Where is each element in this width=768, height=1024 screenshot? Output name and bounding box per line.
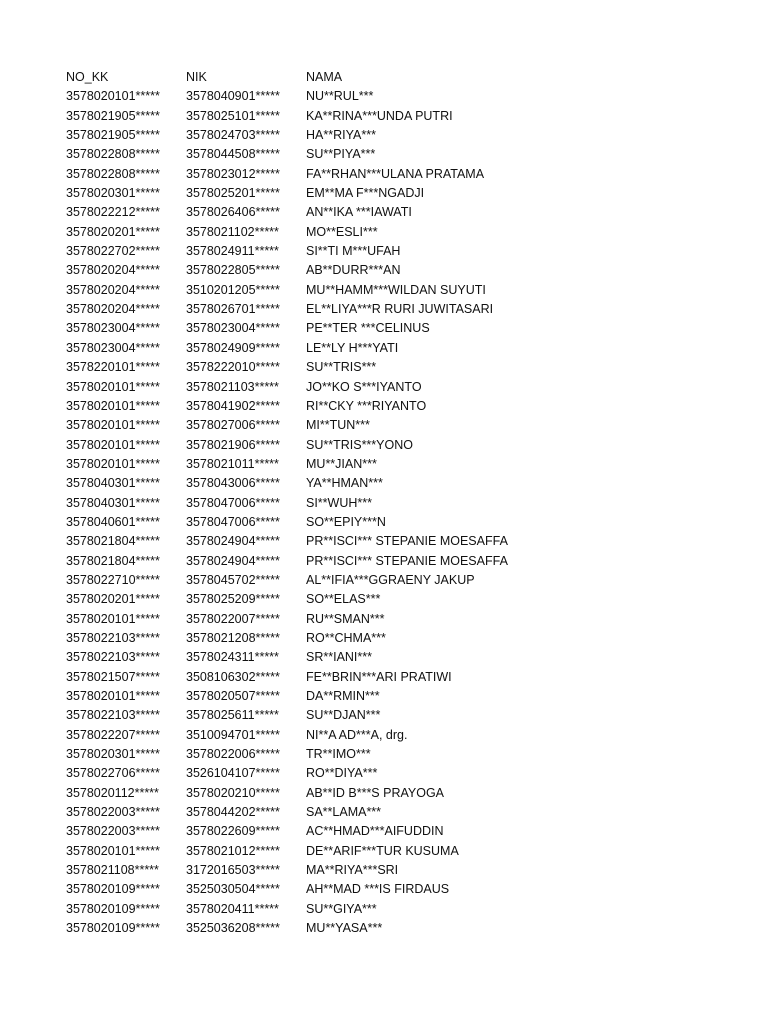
nik-cell: 3172016503***** — [186, 863, 280, 878]
no-kk-cell: 3578040301***** — [66, 476, 160, 491]
no-kk-cell: 3578022207***** — [66, 727, 160, 742]
nik-cell: 3578027006***** — [186, 418, 280, 433]
nama-cell: PR**ISCI*** STEPANIE MOESAFFA — [306, 553, 508, 568]
table-row — [0, 552, 768, 571]
nik-cell: 3578024911***** — [186, 244, 279, 259]
nama-cell: AB**ID B***S PRAYOGA — [306, 785, 445, 800]
nama-cell: FE**BRIN***ARI PRATIWI — [306, 669, 452, 684]
table-row — [0, 319, 768, 338]
table-row — [0, 668, 768, 687]
nama-cell: SU**DJAN*** — [306, 708, 381, 723]
table-row — [0, 513, 768, 532]
nama-cell: PR**ISCI*** STEPANIE MOESAFFA — [306, 534, 508, 549]
nama-cell: AN**IKA ***IAWATI — [306, 205, 412, 220]
nik-cell: 3578021208***** — [186, 630, 280, 645]
nik-cell: 3578041902***** — [186, 398, 280, 413]
no-kk-cell: 3578020201***** — [66, 224, 160, 239]
table-row — [0, 416, 768, 435]
nama-cell: MI**TUN*** — [306, 418, 370, 433]
nik-cell: 3578043006***** — [186, 476, 280, 491]
nik-cell: 3578020507***** — [186, 689, 280, 703]
table-row — [0, 861, 768, 880]
table-row — [0, 880, 768, 899]
table-row — [0, 261, 768, 280]
table-row — [0, 648, 768, 667]
no-kk-cell: 3578021804***** — [66, 534, 160, 549]
no-kk-cell: 3578020201***** — [66, 592, 160, 607]
nik-cell: 3578021906***** — [186, 437, 280, 452]
nama-cell: DE**ARIF***TUR KUSUMA — [306, 843, 459, 858]
no-kk-cell: 3578022003***** — [66, 824, 160, 839]
nama-cell: SU**PIYA*** — [306, 147, 376, 162]
nama-cell: SA**LAMA*** — [306, 805, 382, 820]
no-kk-cell: 3578020112***** — [66, 785, 159, 800]
table-row — [0, 165, 768, 184]
no-kk-cell: 3578020101***** — [66, 689, 160, 703]
nik-cell: 3526104107***** — [186, 766, 280, 781]
table-row — [0, 184, 768, 203]
nik-cell: 3578025209***** — [186, 592, 280, 607]
nik-cell: 3525030504***** — [186, 882, 280, 897]
nama-cell: SO**ELAS*** — [306, 592, 381, 607]
nik-cell: 3578044508***** — [186, 147, 280, 162]
table-row — [0, 378, 768, 397]
table-row — [0, 822, 768, 841]
nik-cell: 3578024909***** — [186, 340, 280, 355]
nik-cell: 3578040901***** — [186, 89, 280, 104]
no-kk-cell: 3578020109***** — [66, 901, 160, 916]
nama-cell: RO**DIYA*** — [306, 766, 378, 781]
nama-cell: PE**TER ***CELINUS — [306, 321, 430, 336]
nik-cell: 3578020411***** — [186, 901, 279, 916]
table-row — [0, 474, 768, 493]
nama-cell: KA**RINA***UNDA PUTRI — [306, 108, 453, 123]
table-row — [0, 745, 768, 764]
table-row — [0, 145, 768, 164]
nama-cell: AH**MAD ***IS FIRDAUS — [306, 882, 450, 897]
table-row — [0, 706, 768, 725]
column-header-no-kk: NO_KK — [66, 70, 109, 84]
nik-cell: 3578022007***** — [186, 611, 280, 626]
no-kk-cell: 3578020101***** — [66, 437, 160, 452]
table-row — [0, 397, 768, 416]
no-kk-cell: 3578020101***** — [66, 611, 160, 626]
table-row — [0, 842, 768, 861]
nik-cell: 3578024904***** — [186, 553, 280, 568]
table-row — [0, 900, 768, 919]
no-kk-cell: 3578022808***** — [66, 147, 160, 162]
no-kk-cell: 3578020204***** — [66, 282, 160, 297]
no-kk-cell: 3578022103***** — [66, 650, 160, 665]
nama-cell: HA**RIYA*** — [306, 128, 376, 143]
nama-cell: MU**HAMM***WILDAN SUYUTI — [306, 282, 486, 297]
nama-cell: FA**RHAN***ULANA PRATAMA — [306, 166, 485, 181]
nik-cell: 3578023004***** — [186, 321, 280, 336]
nik-cell: 3578022006***** — [186, 747, 280, 762]
nik-cell: 3578024311***** — [186, 650, 279, 665]
nik-cell: 3578024703***** — [186, 128, 280, 143]
nik-cell: 3510201205***** — [186, 282, 280, 297]
table-row — [0, 242, 768, 261]
nik-cell: 3578047006***** — [186, 495, 280, 510]
data-table — [0, 68, 768, 938]
no-kk-cell: 3578020204***** — [66, 302, 160, 317]
no-kk-cell: 3578023004***** — [66, 321, 160, 336]
no-kk-cell: 3578022710***** — [66, 572, 160, 587]
no-kk-cell: 3578020101***** — [66, 398, 160, 413]
nama-cell: TR**IMO*** — [306, 747, 371, 762]
nik-cell: 3578222010***** — [186, 360, 280, 375]
table-row — [0, 126, 768, 145]
no-kk-cell: 3578022103***** — [66, 708, 160, 723]
no-kk-cell: 3578020101***** — [66, 89, 160, 104]
no-kk-cell: 3578040301***** — [66, 495, 160, 510]
table-row — [0, 494, 768, 513]
nama-cell: RI**CKY ***RIYANTO — [306, 398, 427, 413]
nama-cell: DA**RMIN*** — [306, 689, 380, 703]
nik-cell: 3578044202***** — [186, 805, 280, 820]
nama-cell: EM**MA F***NGADJI — [306, 186, 425, 201]
table-row — [0, 687, 768, 706]
no-kk-cell: 3578022003***** — [66, 805, 160, 820]
no-kk-cell: 3578022706***** — [66, 766, 160, 781]
table-row — [0, 726, 768, 745]
no-kk-cell: 3578022808***** — [66, 166, 160, 181]
table-row — [0, 358, 768, 377]
nik-cell: 3578023012***** — [186, 166, 280, 181]
nama-cell: SU**GIYA*** — [306, 901, 377, 916]
table-row — [0, 455, 768, 474]
nik-cell: 3578045702***** — [186, 572, 280, 587]
no-kk-cell: 3578020109***** — [66, 882, 160, 897]
nama-cell: SO**EPIY***N — [306, 514, 386, 529]
nama-cell: RO**CHMA*** — [306, 630, 386, 645]
table-row — [0, 203, 768, 222]
table-row — [0, 919, 768, 938]
nik-cell: 3578024904***** — [186, 534, 280, 549]
no-kk-cell: 3578020101***** — [66, 843, 160, 858]
no-kk-cell: 3578021804***** — [66, 553, 160, 568]
nama-cell: NU**RUL*** — [306, 89, 374, 104]
nik-cell: 3578047006***** — [186, 514, 280, 529]
table-row — [0, 223, 768, 242]
nama-cell: SR**IANI*** — [306, 650, 372, 665]
no-kk-cell: 3578040601***** — [66, 514, 160, 529]
nik-cell: 3578026701***** — [186, 302, 280, 317]
nama-cell: SI**TI M***UFAH — [306, 244, 401, 259]
nama-cell: YA**HMAN*** — [306, 476, 383, 491]
nik-cell: 3578021011***** — [186, 456, 279, 471]
nik-cell: 3510094701***** — [186, 727, 280, 742]
table-row — [0, 571, 768, 590]
table-row — [0, 629, 768, 648]
no-kk-cell: 3578022212***** — [66, 205, 160, 220]
nik-cell: 3578022609***** — [186, 824, 280, 839]
nik-cell: 3525036208***** — [186, 921, 280, 936]
table-row — [0, 610, 768, 629]
no-kk-cell: 3578020101***** — [66, 456, 160, 471]
no-kk-cell: 3578021507***** — [66, 669, 160, 684]
table-row — [0, 107, 768, 126]
nik-cell: 3578022805***** — [186, 263, 280, 278]
no-kk-cell: 3578022702***** — [66, 244, 160, 259]
table-row — [0, 532, 768, 551]
nama-cell: NI**A AD***A, drg. — [306, 727, 408, 742]
table-row — [0, 803, 768, 822]
nik-cell: 3578025101***** — [186, 108, 280, 123]
nama-cell: AC**HMAD***AIFUDDIN — [306, 824, 444, 839]
table-body — [0, 87, 768, 938]
no-kk-cell: 3578020101***** — [66, 379, 160, 394]
column-header-nama: NAMA — [306, 70, 343, 84]
no-kk-cell: 3578220101***** — [66, 360, 160, 375]
no-kk-cell: 3578021905***** — [66, 108, 160, 123]
nama-cell: EL**LIYA***R RURI JUWITASARI — [306, 302, 494, 317]
no-kk-cell: 3578020109***** — [66, 921, 160, 936]
nik-cell: 3578021102***** — [186, 224, 279, 239]
table-row — [0, 339, 768, 358]
nama-cell: SU**TRIS*** — [306, 360, 377, 375]
no-kk-cell: 3578021108***** — [66, 863, 159, 878]
nama-cell: MO**ESLI*** — [306, 224, 378, 239]
no-kk-cell: 3578020204***** — [66, 263, 160, 278]
table-row — [0, 764, 768, 783]
no-kk-cell: 3578023004***** — [66, 340, 160, 355]
table-row — [0, 281, 768, 300]
table-row — [0, 300, 768, 319]
nama-cell: JO**KO S***IYANTO — [306, 379, 422, 394]
table-row — [0, 436, 768, 455]
no-kk-cell: 3578021905***** — [66, 128, 160, 143]
table-row — [0, 784, 768, 803]
nama-cell: MU**YASA*** — [306, 921, 383, 936]
no-kk-cell: 3578020301***** — [66, 747, 160, 762]
nama-cell: MU**JIAN*** — [306, 456, 377, 471]
nik-cell: 3578025611***** — [186, 708, 279, 723]
table-row — [0, 590, 768, 609]
no-kk-cell: 3578020101***** — [66, 418, 160, 433]
no-kk-cell: 3578022103***** — [66, 630, 160, 645]
nama-cell: MA**RIYA***SRI — [306, 863, 399, 878]
nik-cell: 3508106302***** — [186, 669, 280, 684]
nik-cell: 3578025201***** — [186, 186, 280, 201]
nama-cell: AL**IFIA***GGRAENY JAKUP — [306, 572, 475, 587]
nama-cell: AB**DURR***AN — [306, 263, 401, 278]
nik-cell: 3578021103***** — [186, 379, 279, 394]
nik-cell: 3578026406***** — [186, 205, 280, 220]
nik-cell: 3578020210***** — [186, 785, 280, 800]
nama-cell: LE**LY H***YATI — [306, 340, 399, 355]
nik-cell: 3578021012***** — [186, 843, 280, 858]
no-kk-cell: 3578020301***** — [66, 186, 160, 201]
nama-cell: RU**SMAN*** — [306, 611, 385, 626]
nama-cell: SU**TRIS***YONO — [306, 437, 413, 452]
table-row — [0, 87, 768, 106]
nama-cell: SI**WUH*** — [306, 495, 372, 510]
column-header-nik: NIK — [186, 70, 207, 84]
table-header-row — [0, 68, 768, 87]
